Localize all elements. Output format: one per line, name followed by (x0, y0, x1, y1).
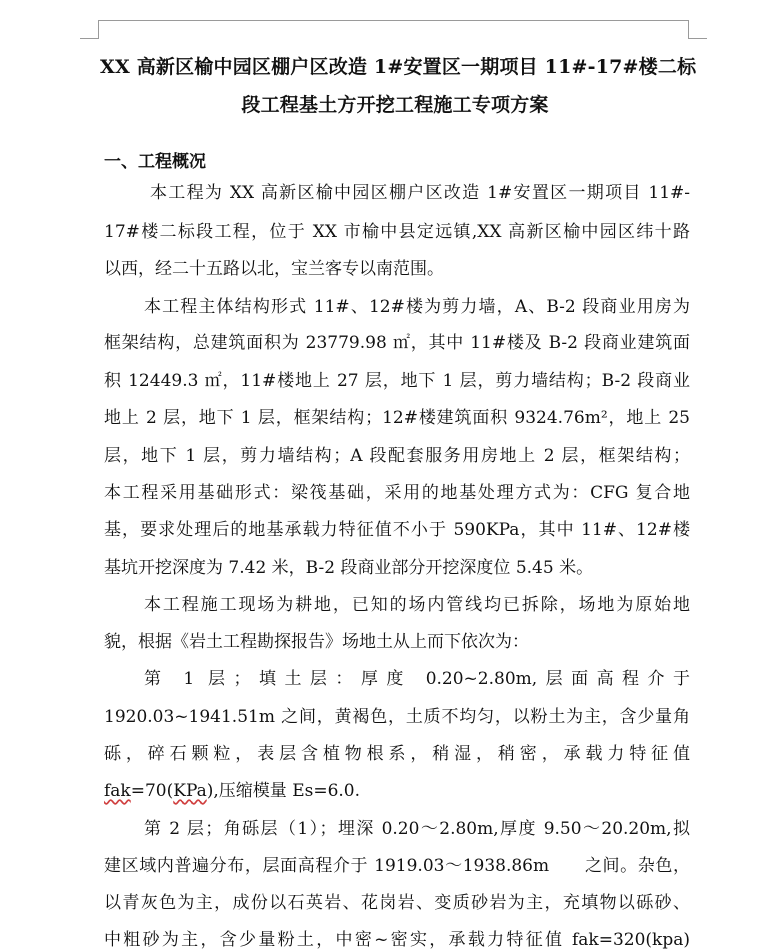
paragraph-2-line: 框架结构，总建筑面积为 23779.98 ㎡，其中 11#楼及 B-2 段商业建筑面 (104, 333, 690, 353)
paragraph-2-line: 基坑开挖深度为 7.42 米，B-2 段商业部分开挖深度位 5.45 米。 (104, 558, 594, 578)
spellcheck-underlined-text: KPa (173, 781, 207, 801)
paragraph-5-line: 中粗砂为主，含少量粉土，中密~密实，承载力特征值 fak=320(kpa) (104, 930, 690, 950)
paragraph-2-line: 本工程主体结构形式 11#、12#楼为剪力墙，A、B-2 段商业用房为 (144, 297, 690, 317)
paragraph-1-line: 本工程为 XX 高新区榆中园区棚户区改造 1#安置区一期项目 11#- (150, 183, 690, 203)
paragraph-4-line: 1920.03~1941.51m 之间，黄褐色，土质不均匀，以粉土为主，含少量角 (104, 707, 690, 727)
paragraph-2-line: 积 12449.3 ㎡，11#楼地上 27 层，地下 1 层，剪力墙结构；B-2 段商业 (104, 371, 690, 391)
paragraph-2-line: 基，要求处理后的地基承载力特征值不小于 590KPa，其中 11#、12#楼 (104, 520, 690, 540)
paragraph-5-line: 以青灰色为主，成份以石英岩、花岗岩、变质砂岩为主，充填物以砾砂、 (104, 893, 690, 913)
paragraph-4-text: =70( (130, 781, 174, 801)
paragraph-3-line: 貌，根据《岩土工程勘探报告》场地土从上而下依次为： (104, 632, 529, 652)
document-title-line-1: XX 高新区榆中园区棚户区改造 1#安置区一期项目 11#-17#楼二标 (100, 56, 697, 78)
paragraph-2-line: 层，地下 1 层，剪力墙结构；A 段配套服务用房地上 2 层，框架结构； (104, 446, 690, 466)
page-top-border (99, 20, 689, 21)
paragraph-2-line: 本工程采用基础形式：梁筏基础，采用的地基处理方式为：CFG 复合地 (104, 483, 690, 503)
paragraph-3-line: 本工程施工现场为耕地，已知的场内管线均已拆除，场地为原始地 (144, 595, 690, 615)
page-corner-mark-top-right (688, 20, 707, 39)
section-heading: 一、工程概况 (104, 152, 206, 172)
document-title-line-2: 段工程基土方开挖工程施工专项方案 (241, 94, 549, 116)
paragraph-1-line: 以西，经二十五路以北，宝兰客专以南范围。 (104, 259, 444, 279)
paragraph-1-line: 17#楼二标段工程，位于 XX 市榆中县定远镇,XX 高新区榆中园区纬十路 (104, 222, 690, 242)
page-corner-mark-top-left (80, 20, 99, 39)
paragraph-2-line: 地上 2 层，地下 1 层，框架结构；12#楼建筑面积 9324.76m²，地上 25 (104, 408, 690, 428)
paragraph-4-line (104, 780, 690, 802)
paragraph-5-line: 建区域内普遍分布，层面高程介于 1919.03～1938.86m 之间。杂色， (104, 856, 690, 876)
paragraph-4-line: 砾，碎石颗粒，表层含植物根系，稍湿，稍密，承载力特征值 (104, 744, 690, 764)
paragraph-4-line: 第 1 层；填土层：厚度 0.20~2.80m,层面高程介于 (144, 669, 690, 689)
spellcheck-underlined-text: fak (104, 781, 131, 801)
paragraph-4-text: ),压缩模量 Es=6.0. (206, 781, 361, 801)
paragraph-5-line: 第 2 层；角砾层（1）；埋深 0.20～2.80m,厚度 9.50～20.20m,拟 (144, 819, 690, 839)
